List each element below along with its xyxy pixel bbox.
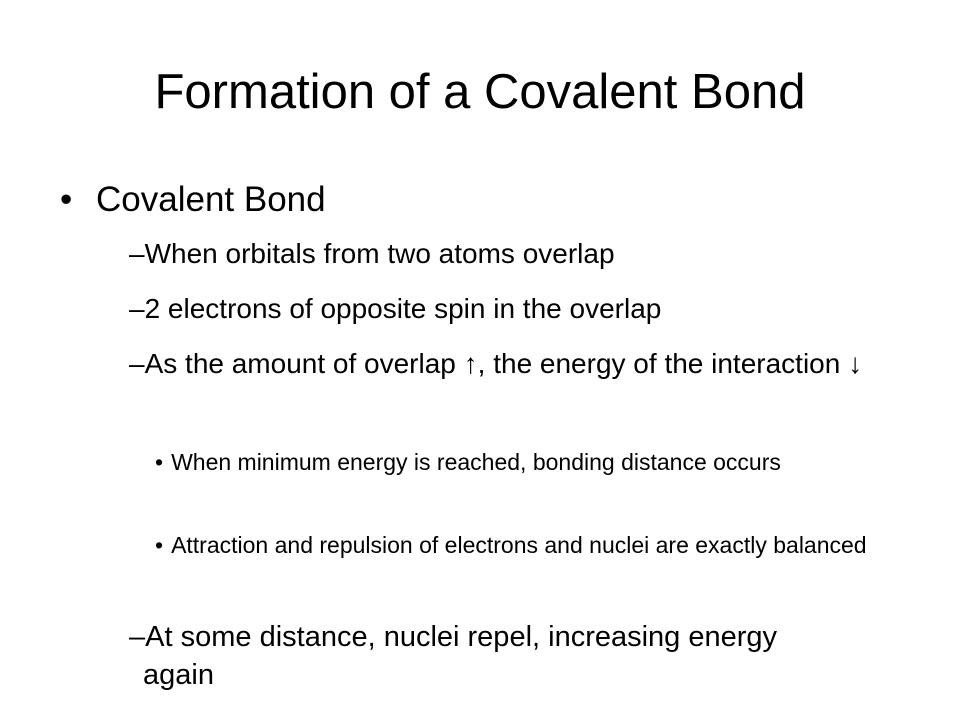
dash-marker: – bbox=[129, 348, 145, 379]
slide-title: Formation of a Covalent Bond bbox=[154, 65, 806, 119]
dash-marker: – bbox=[129, 293, 145, 324]
sub-sub-bullet-text: When minimum energy is reached, bonding distance occurs bbox=[171, 449, 781, 475]
bullet-marker: • bbox=[155, 449, 164, 475]
bullet-main-text: Covalent Bond bbox=[96, 180, 326, 219]
sub-bullet-text: When orbitals from two atoms overlap bbox=[144, 238, 615, 269]
sub-bullet bbox=[129, 235, 923, 273]
sub-bullet bbox=[129, 345, 873, 383]
dash-marker: – bbox=[129, 621, 146, 653]
dash-marker: – bbox=[129, 238, 145, 269]
bullet-main bbox=[60, 178, 326, 222]
sub-bullet-text: 2 electrons of opposite spin in the overlap bbox=[144, 293, 662, 324]
sub-bullet-text: As the amount of overlap ↑, the energy of the interaction ↓ bbox=[144, 348, 863, 379]
bullet-marker: • bbox=[60, 180, 73, 219]
bullet-marker: • bbox=[155, 532, 164, 558]
sub-bullet-text: At some distance, nuclei repel, increasing energy again bbox=[143, 621, 778, 691]
sub-sub-bullet bbox=[155, 530, 917, 560]
sub-bullet bbox=[129, 618, 843, 694]
sub-sub-bullet bbox=[155, 447, 827, 477]
sub-sub-bullet-text: Attraction and repulsion of electrons and nuclei are exactly balanced bbox=[171, 532, 867, 558]
sub-bullet bbox=[129, 290, 923, 328]
